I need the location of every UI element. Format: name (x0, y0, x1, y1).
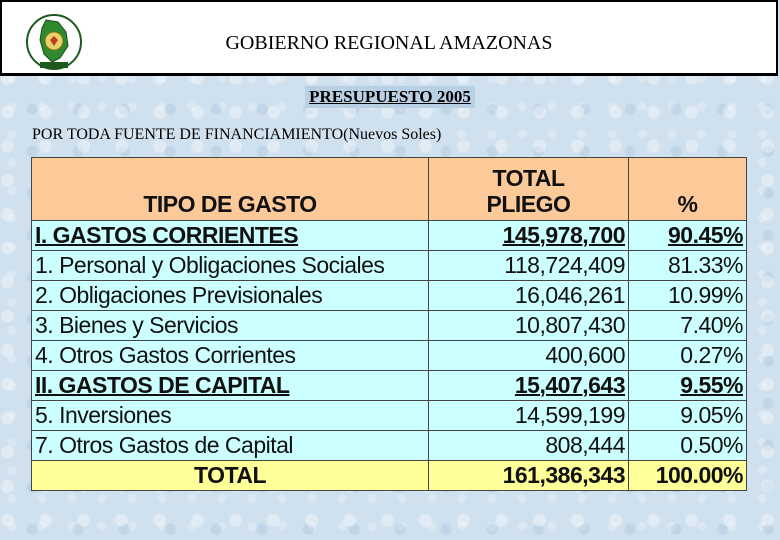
row-amount-text: 118,724,409 (504, 252, 625, 278)
row-amount-text: 16,046,261 (514, 282, 625, 308)
row-percent (629, 221, 747, 251)
row-amount-text: 10,807,430 (514, 312, 625, 338)
row-amount (429, 401, 629, 431)
row-amount (429, 371, 629, 401)
row-percent (629, 401, 747, 431)
table-row (32, 401, 747, 431)
row-amount-text: 14,599,199 (514, 402, 625, 428)
row-concept-text: 2. Obligaciones Previsionales (35, 282, 323, 308)
row-percent (629, 371, 747, 401)
row-amount-text: 808,444 (545, 432, 625, 458)
row-concept (32, 251, 429, 281)
table-row (32, 251, 747, 281)
row-concept-text: I. GASTOS CORRIENTES (35, 222, 299, 248)
row-amount-text: 145,978,700 (502, 222, 625, 248)
funding-source-note: POR TODA FUENTE DE FINANCIAMIENTO(Nuevos Soles) (32, 126, 442, 143)
column-header-total-line2: PLIEGO (486, 191, 571, 217)
row-percent (629, 311, 747, 341)
row-concept-text: 5. Inversiones (35, 402, 172, 428)
total-row (32, 461, 747, 491)
row-percent-text: 0.27% (680, 342, 743, 368)
row-concept (32, 281, 429, 311)
row-concept (32, 371, 429, 401)
table-row (32, 311, 747, 341)
row-amount (429, 251, 629, 281)
row-amount-text: 15,407,643 (514, 372, 625, 398)
row-concept (32, 341, 429, 371)
row-percent-text: 10.99% (667, 282, 743, 308)
row-percent-text: 9.05% (680, 402, 743, 428)
row-amount (429, 311, 629, 341)
row-concept (32, 311, 429, 341)
row-percent (629, 431, 747, 461)
row-concept (32, 401, 429, 431)
table-row (32, 341, 747, 371)
row-concept-text: 7. Otros Gastos de Capital (35, 432, 294, 458)
table-header-row (32, 158, 747, 221)
column-header-percent: % (629, 158, 747, 221)
section-title (0, 86, 780, 108)
row-percent (629, 281, 747, 311)
row-concept (32, 221, 429, 251)
row-concept-text: 4. Otros Gastos Corrientes (35, 342, 296, 368)
budget-table (31, 157, 747, 491)
row-concept-text: TOTAL (193, 462, 267, 488)
category-row (32, 371, 747, 401)
row-percent-text: 7.40% (680, 312, 743, 338)
row-concept-text: II. GASTOS DE CAPITAL (35, 372, 290, 398)
table-row (32, 281, 747, 311)
column-header-concept: TIPO DE GASTO (32, 158, 429, 221)
row-amount (429, 221, 629, 251)
row-concept-text: 3. Bienes y Servicios (35, 312, 238, 338)
page-title: GOBIERNO REGIONAL AMAZONAS (225, 32, 553, 54)
row-percent-text: 90.45% (667, 222, 743, 248)
page-header (0, 0, 778, 76)
row-percent (629, 461, 747, 491)
row-percent (629, 341, 747, 371)
row-amount (429, 281, 629, 311)
row-amount (429, 431, 629, 461)
row-concept-text: 1. Personal y Obligaciones Sociales (35, 252, 385, 278)
row-percent-text: 0.50% (680, 432, 743, 458)
column-header-total-line1: TOTAL (492, 165, 565, 191)
row-amount (429, 341, 629, 371)
column-header-total (429, 158, 629, 221)
table-row (32, 431, 747, 461)
category-row (32, 221, 747, 251)
row-percent-text: 100.00% (655, 462, 743, 488)
row-concept (32, 461, 429, 491)
row-amount (429, 461, 629, 491)
row-concept (32, 431, 429, 461)
budget-year-title: PRESUPUESTO 2005 (305, 86, 475, 108)
row-amount-text: 161,386,343 (502, 462, 625, 488)
row-percent-text: 9.55% (680, 372, 743, 398)
row-percent (629, 251, 747, 281)
row-percent-text: 81.33% (667, 252, 743, 278)
row-amount-text: 400,600 (545, 342, 625, 368)
